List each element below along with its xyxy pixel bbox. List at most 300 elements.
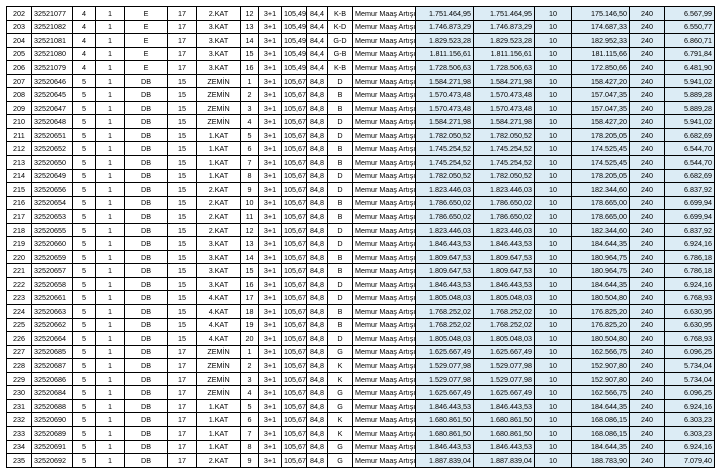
total-price-cell: 1.846.443,53 [474, 440, 535, 454]
room-type-cell: 3+1 [259, 237, 282, 251]
floor-cell: 3.KAT [197, 277, 241, 291]
floor-count-cell: 17 [168, 399, 197, 413]
downpayment-cell: 180.964,75 [572, 264, 630, 278]
ada-parsel-id-cell: 32520648 [32, 115, 73, 129]
block-code-cell: 5 [73, 277, 96, 291]
installment-count-cell: 240 [630, 169, 665, 183]
block-cell: DB [125, 372, 168, 386]
stage-cell: 1 [96, 196, 125, 210]
downpayment-cell: 174.687,33 [572, 20, 630, 34]
facade-cell: D [328, 237, 353, 251]
ada-parsel-id-cell: 32520685 [32, 345, 73, 359]
payment-type-cell: Memur Maaş Artışı [353, 413, 416, 427]
unit-no-cell: 12 [241, 7, 259, 21]
total-price-cell: 1.584.271,98 [474, 115, 535, 129]
room-type-cell: 3+1 [259, 305, 282, 319]
table-row [7, 372, 715, 386]
stage-cell: 1 [96, 34, 125, 48]
floor-count-cell: 15 [168, 74, 197, 88]
downpayment-rate-cell: 10 [535, 454, 572, 468]
room-type-cell: 3+1 [259, 183, 282, 197]
unit-no-cell: 3 [241, 372, 259, 386]
sale-price-cell: 1.768.252,02 [416, 318, 474, 332]
room-type-cell: 3+1 [259, 426, 282, 440]
room-type-cell: 3+1 [259, 223, 282, 237]
stage-cell: 1 [96, 264, 125, 278]
payment-type-cell: Memur Maaş Artışı [353, 183, 416, 197]
downpayment-cell: 176.825,20 [572, 318, 630, 332]
floor-cell: 4.KAT [197, 332, 241, 346]
block-code-cell: 5 [73, 359, 96, 373]
payment-type-cell: Memur Maaş Artışı [353, 128, 416, 142]
installment-count-cell: 240 [630, 372, 665, 386]
downpayment-rate-cell: 10 [535, 183, 572, 197]
monthly-installment-cell: 6.924,16 [665, 237, 715, 251]
gross-area-cell: 105,67 [282, 332, 307, 346]
downpayment-rate-cell: 10 [535, 142, 572, 156]
payment-type-cell: Memur Maaş Artışı [353, 88, 416, 102]
row-no-cell: 203 [7, 20, 32, 34]
table-row [7, 101, 715, 115]
stage-cell: 1 [96, 440, 125, 454]
block-cell: DB [125, 345, 168, 359]
table-row [7, 115, 715, 129]
unit-no-cell: 9 [241, 183, 259, 197]
facade-cell: B [328, 210, 353, 224]
downpayment-rate-cell: 10 [535, 426, 572, 440]
net-area-cell: 84,8 [307, 237, 328, 251]
gross-area-cell: 105,67 [282, 413, 307, 427]
floor-count-cell: 17 [168, 359, 197, 373]
downpayment-cell: 184.644,35 [572, 237, 630, 251]
downpayment-cell: 152.907,80 [572, 372, 630, 386]
payment-type-cell: Memur Maaş Artışı [353, 318, 416, 332]
table-row [7, 47, 715, 61]
floor-cell: 1.KAT [197, 413, 241, 427]
unit-no-cell: 7 [241, 426, 259, 440]
row-no-cell: 212 [7, 142, 32, 156]
floor-count-cell: 15 [168, 291, 197, 305]
payment-type-cell: Memur Maaş Artışı [353, 332, 416, 346]
stage-cell: 1 [96, 332, 125, 346]
block-code-cell: 5 [73, 88, 96, 102]
table-row [7, 332, 715, 346]
table-row [7, 74, 715, 88]
installment-count-cell: 240 [630, 47, 665, 61]
table-row [7, 223, 715, 237]
floor-cell: ZEMİN [197, 386, 241, 400]
floor-count-cell: 15 [168, 169, 197, 183]
installment-count-cell: 240 [630, 399, 665, 413]
sale-price-cell: 1.584.271,98 [416, 115, 474, 129]
monthly-installment-cell: 5.889,28 [665, 88, 715, 102]
facade-cell: B [328, 196, 353, 210]
downpayment-cell: 178.665,00 [572, 196, 630, 210]
downpayment-rate-cell: 10 [535, 34, 572, 48]
monthly-installment-cell: 5.941,02 [665, 115, 715, 129]
gross-area-cell: 105,67 [282, 386, 307, 400]
unit-no-cell: 16 [241, 61, 259, 75]
facade-cell: D [328, 291, 353, 305]
floor-cell: 3.KAT [197, 264, 241, 278]
room-type-cell: 3+1 [259, 74, 282, 88]
net-area-cell: 84,8 [307, 250, 328, 264]
block-code-cell: 5 [73, 250, 96, 264]
net-area-cell: 84,4 [307, 61, 328, 75]
block-code-cell: 5 [73, 291, 96, 305]
gross-area-cell: 105,67 [282, 277, 307, 291]
floor-count-cell: 15 [168, 142, 197, 156]
unit-no-cell: 14 [241, 34, 259, 48]
payment-type-cell: Memur Maaş Artışı [353, 115, 416, 129]
sale-price-cell: 1.811.156,61 [416, 47, 474, 61]
floor-count-cell: 17 [168, 426, 197, 440]
total-price-cell: 1.823.446,03 [474, 223, 535, 237]
sale-price-cell: 1.529.077,98 [416, 372, 474, 386]
block-code-cell: 5 [73, 223, 96, 237]
block-cell: DB [125, 454, 168, 468]
floor-cell: 4.KAT [197, 318, 241, 332]
total-price-cell: 1.805.048,03 [474, 332, 535, 346]
room-type-cell: 3+1 [259, 332, 282, 346]
floor-cell: 1.KAT [197, 426, 241, 440]
block-code-cell: 5 [73, 332, 96, 346]
net-area-cell: 84,8 [307, 101, 328, 115]
gross-area-cell: 105,67 [282, 291, 307, 305]
total-price-cell: 1.768.252,02 [474, 318, 535, 332]
stage-cell: 1 [96, 61, 125, 75]
unit-no-cell: 2 [241, 359, 259, 373]
monthly-installment-cell: 6.544,70 [665, 156, 715, 170]
downpayment-rate-cell: 10 [535, 88, 572, 102]
downpayment-rate-cell: 10 [535, 291, 572, 305]
monthly-installment-cell: 6.303,23 [665, 413, 715, 427]
downpayment-rate-cell: 10 [535, 223, 572, 237]
downpayment-rate-cell: 10 [535, 210, 572, 224]
payment-type-cell: Memur Maaş Artışı [353, 101, 416, 115]
net-area-cell: 84,8 [307, 386, 328, 400]
total-price-cell: 1.823.446,03 [474, 183, 535, 197]
block-code-cell: 5 [73, 386, 96, 400]
floor-cell: 3.KAT [197, 237, 241, 251]
table-row [7, 196, 715, 210]
block-code-cell: 5 [73, 413, 96, 427]
block-code-cell: 4 [73, 7, 96, 21]
gross-area-cell: 105,49 [282, 47, 307, 61]
net-area-cell: 84,8 [307, 305, 328, 319]
stage-cell: 1 [96, 88, 125, 102]
downpayment-cell: 174.525,45 [572, 142, 630, 156]
total-price-cell: 1.529.077,98 [474, 359, 535, 373]
gross-area-cell: 105,67 [282, 183, 307, 197]
stage-cell: 1 [96, 156, 125, 170]
installment-count-cell: 240 [630, 291, 665, 305]
net-area-cell: 84,8 [307, 142, 328, 156]
payment-type-cell: Memur Maaş Artışı [353, 210, 416, 224]
floor-cell: 2.KAT [197, 196, 241, 210]
facade-cell: B [328, 101, 353, 115]
unit-no-cell: 2 [241, 88, 259, 102]
block-cell: DB [125, 142, 168, 156]
stage-cell: 1 [96, 277, 125, 291]
block-code-cell: 5 [73, 372, 96, 386]
gross-area-cell: 105,67 [282, 142, 307, 156]
payment-type-cell: Memur Maaş Artışı [353, 237, 416, 251]
price-table [6, 6, 715, 468]
floor-count-cell: 17 [168, 413, 197, 427]
total-price-cell: 1.625.667,49 [474, 345, 535, 359]
floor-cell: 3.KAT [197, 47, 241, 61]
sale-price-cell: 1.746.873,29 [416, 20, 474, 34]
stage-cell: 1 [96, 7, 125, 21]
floor-count-cell: 15 [168, 305, 197, 319]
downpayment-cell: 180.504,80 [572, 291, 630, 305]
stage-cell: 1 [96, 250, 125, 264]
facade-cell: K-D [328, 20, 353, 34]
block-code-cell: 5 [73, 454, 96, 468]
floor-count-cell: 17 [168, 20, 197, 34]
block-code-cell: 5 [73, 318, 96, 332]
ada-parsel-id-cell: 32520654 [32, 196, 73, 210]
monthly-installment-cell: 6.699,94 [665, 196, 715, 210]
payment-type-cell: Memur Maaş Artışı [353, 74, 416, 88]
table-row [7, 413, 715, 427]
stage-cell: 1 [96, 47, 125, 61]
sale-price-cell: 1.570.473,48 [416, 101, 474, 115]
downpayment-rate-cell: 10 [535, 399, 572, 413]
facade-cell: B [328, 250, 353, 264]
block-cell: DB [125, 332, 168, 346]
net-area-cell: 84,8 [307, 88, 328, 102]
ada-parsel-id-cell: 32520653 [32, 210, 73, 224]
downpayment-rate-cell: 10 [535, 318, 572, 332]
ada-parsel-id-cell: 32520691 [32, 440, 73, 454]
facade-cell: G [328, 440, 353, 454]
downpayment-cell: 178.205,05 [572, 128, 630, 142]
net-area-cell: 84,4 [307, 20, 328, 34]
installment-count-cell: 240 [630, 196, 665, 210]
downpayment-rate-cell: 10 [535, 237, 572, 251]
table-row [7, 88, 715, 102]
monthly-installment-cell: 5.889,28 [665, 101, 715, 115]
unit-no-cell: 5 [241, 128, 259, 142]
block-code-cell: 5 [73, 264, 96, 278]
table-row [7, 318, 715, 332]
unit-no-cell: 13 [241, 237, 259, 251]
room-type-cell: 3+1 [259, 156, 282, 170]
block-code-cell: 5 [73, 440, 96, 454]
ada-parsel-id-cell: 32520684 [32, 386, 73, 400]
block-cell: E [125, 34, 168, 48]
installment-count-cell: 240 [630, 264, 665, 278]
total-price-cell: 1.805.048,03 [474, 291, 535, 305]
ada-parsel-id-cell: 32520646 [32, 74, 73, 88]
installment-count-cell: 240 [630, 183, 665, 197]
floor-cell: ZEMİN [197, 74, 241, 88]
downpayment-rate-cell: 10 [535, 359, 572, 373]
installment-count-cell: 240 [630, 250, 665, 264]
floor-cell: 3.KAT [197, 61, 241, 75]
floor-count-cell: 17 [168, 372, 197, 386]
ada-parsel-id-cell: 32520687 [32, 359, 73, 373]
ada-parsel-id-cell: 32520655 [32, 223, 73, 237]
row-no-cell: 204 [7, 34, 32, 48]
payment-type-cell: Memur Maaş Artışı [353, 47, 416, 61]
floor-cell: 4.KAT [197, 291, 241, 305]
row-no-cell: 230 [7, 386, 32, 400]
downpayment-cell: 174.525,45 [572, 156, 630, 170]
floor-count-cell: 17 [168, 345, 197, 359]
total-price-cell: 1.584.271,98 [474, 74, 535, 88]
gross-area-cell: 105,67 [282, 237, 307, 251]
payment-type-cell: Memur Maaş Artışı [353, 386, 416, 400]
installment-count-cell: 240 [630, 223, 665, 237]
table-row [7, 34, 715, 48]
installment-count-cell: 240 [630, 142, 665, 156]
total-price-cell: 1.786.650,02 [474, 196, 535, 210]
stage-cell: 1 [96, 169, 125, 183]
floor-cell: 3.KAT [197, 20, 241, 34]
stage-cell: 1 [96, 426, 125, 440]
room-type-cell: 3+1 [259, 101, 282, 115]
ada-parsel-id-cell: 32520686 [32, 372, 73, 386]
gross-area-cell: 105,49 [282, 61, 307, 75]
floor-cell: 3.KAT [197, 34, 241, 48]
floor-count-cell: 15 [168, 128, 197, 142]
row-no-cell: 227 [7, 345, 32, 359]
facade-cell: G-D [328, 34, 353, 48]
monthly-installment-cell: 6.630,95 [665, 305, 715, 319]
table-row [7, 7, 715, 21]
monthly-installment-cell: 6.768,93 [665, 291, 715, 305]
room-type-cell: 3+1 [259, 142, 282, 156]
room-type-cell: 3+1 [259, 34, 282, 48]
monthly-installment-cell: 6.791,84 [665, 47, 715, 61]
gross-area-cell: 105,67 [282, 345, 307, 359]
floor-count-cell: 17 [168, 454, 197, 468]
room-type-cell: 3+1 [259, 454, 282, 468]
unit-no-cell: 14 [241, 250, 259, 264]
table-row [7, 128, 715, 142]
unit-no-cell: 1 [241, 74, 259, 88]
downpayment-rate-cell: 10 [535, 115, 572, 129]
unit-no-cell: 4 [241, 115, 259, 129]
floor-count-cell: 17 [168, 47, 197, 61]
block-cell: DB [125, 74, 168, 88]
room-type-cell: 3+1 [259, 318, 282, 332]
block-code-cell: 4 [73, 34, 96, 48]
ada-parsel-id-cell: 32520661 [32, 291, 73, 305]
floor-cell: 1.KAT [197, 156, 241, 170]
table-row [7, 305, 715, 319]
downpayment-rate-cell: 10 [535, 74, 572, 88]
sale-price-cell: 1.809.647,53 [416, 250, 474, 264]
monthly-installment-cell: 6.786,18 [665, 264, 715, 278]
floor-cell: 1.KAT [197, 128, 241, 142]
net-area-cell: 84,8 [307, 413, 328, 427]
ada-parsel-id-cell: 32520663 [32, 305, 73, 319]
total-price-cell: 1.846.443,53 [474, 237, 535, 251]
stage-cell: 1 [96, 237, 125, 251]
net-area-cell: 84,8 [307, 318, 328, 332]
payment-type-cell: Memur Maaş Artışı [353, 454, 416, 468]
sale-price-cell: 1.846.443,53 [416, 440, 474, 454]
total-price-cell: 1.746.873,29 [474, 20, 535, 34]
total-price-cell: 1.625.667,49 [474, 386, 535, 400]
sale-price-cell: 1.805.048,03 [416, 332, 474, 346]
gross-area-cell: 105,67 [282, 399, 307, 413]
unit-no-cell: 4 [241, 386, 259, 400]
installment-count-cell: 240 [630, 332, 665, 346]
table-row [7, 454, 715, 468]
block-code-cell: 5 [73, 305, 96, 319]
downpayment-cell: 162.566,75 [572, 386, 630, 400]
floor-cell: 1.KAT [197, 169, 241, 183]
sale-price-cell: 1.745.254,52 [416, 142, 474, 156]
installment-count-cell: 240 [630, 305, 665, 319]
block-code-cell: 4 [73, 61, 96, 75]
block-cell: DB [125, 250, 168, 264]
total-price-cell: 1.745.254,52 [474, 142, 535, 156]
payment-type-cell: Memur Maaş Artışı [353, 34, 416, 48]
table-row [7, 386, 715, 400]
downpayment-cell: 158.427,20 [572, 115, 630, 129]
installment-count-cell: 240 [630, 237, 665, 251]
gross-area-cell: 105,67 [282, 210, 307, 224]
room-type-cell: 3+1 [259, 250, 282, 264]
installment-count-cell: 240 [630, 345, 665, 359]
facade-cell: B [328, 156, 353, 170]
unit-no-cell: 6 [241, 142, 259, 156]
block-cell: DB [125, 88, 168, 102]
row-no-cell: 235 [7, 454, 32, 468]
gross-area-cell: 105,67 [282, 318, 307, 332]
monthly-installment-cell: 5.734,04 [665, 372, 715, 386]
total-price-cell: 1.887.839,04 [474, 454, 535, 468]
downpayment-rate-cell: 10 [535, 101, 572, 115]
payment-type-cell: Memur Maaş Artışı [353, 372, 416, 386]
gross-area-cell: 105,67 [282, 305, 307, 319]
floor-cell: ZEMİN [197, 101, 241, 115]
floor-cell: 1.KAT [197, 440, 241, 454]
floor-count-cell: 15 [168, 156, 197, 170]
block-cell: DB [125, 115, 168, 129]
room-type-cell: 3+1 [259, 440, 282, 454]
row-no-cell: 211 [7, 128, 32, 142]
payment-type-cell: Memur Maaş Artışı [353, 359, 416, 373]
room-type-cell: 3+1 [259, 291, 282, 305]
downpayment-cell: 175.146,50 [572, 7, 630, 21]
floor-cell: 3.KAT [197, 250, 241, 264]
installment-count-cell: 240 [630, 386, 665, 400]
sale-price-cell: 1.768.252,02 [416, 305, 474, 319]
downpayment-rate-cell: 10 [535, 277, 572, 291]
ada-parsel-id-cell: 32520690 [32, 413, 73, 427]
installment-count-cell: 240 [630, 318, 665, 332]
downpayment-cell: 172.850,66 [572, 61, 630, 75]
ada-parsel-id-cell: 32520647 [32, 101, 73, 115]
monthly-installment-cell: 6.837,92 [665, 183, 715, 197]
facade-cell: K-B [328, 61, 353, 75]
downpayment-cell: 184.644,35 [572, 277, 630, 291]
block-cell: DB [125, 264, 168, 278]
payment-type-cell: Memur Maaş Artışı [353, 20, 416, 34]
block-code-cell: 5 [73, 156, 96, 170]
total-price-cell: 1.846.443,53 [474, 399, 535, 413]
total-price-cell: 1.782.050,52 [474, 169, 535, 183]
facade-cell: K-B [328, 7, 353, 21]
unit-no-cell: 3 [241, 101, 259, 115]
